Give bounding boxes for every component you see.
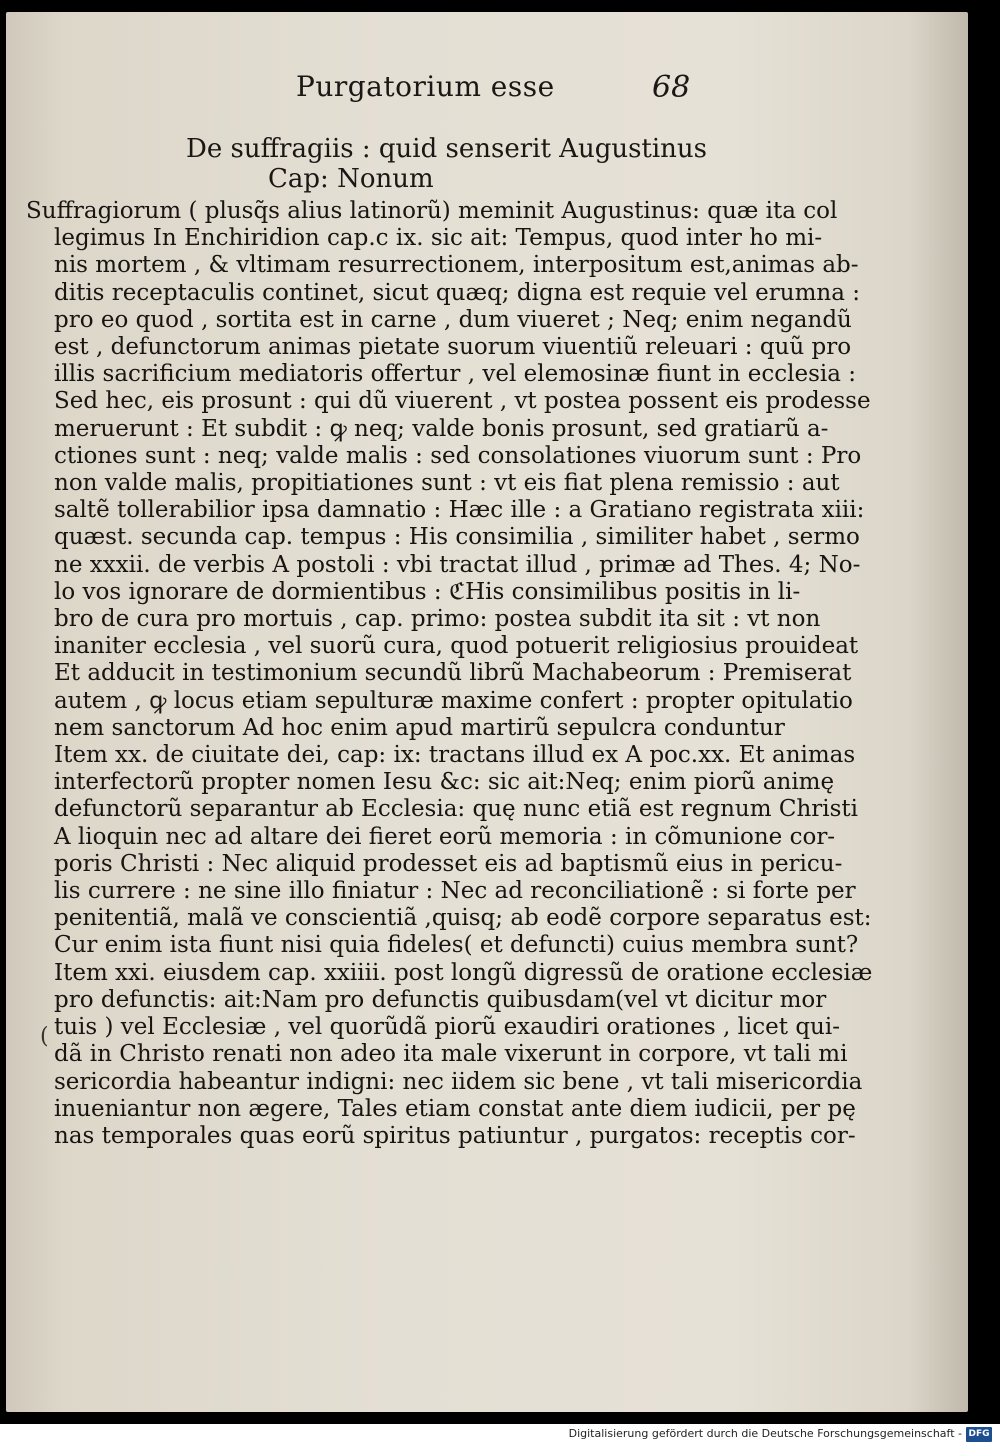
body-text [26,198,873,1150]
text-line: bro de cura pro mortuis , cap. primo: postea subdit ita sit : vt non [54,606,821,633]
page-number: 68 [652,70,691,105]
text-line: illis sacrificium mediatoris offertur , vel elemosinæ fiunt in ecclesia : [54,361,857,388]
chapter-title: De suffragiis : quid senserit Augustinus [186,134,708,164]
text-line: est , defunctorum animas pietate suorum viuentiũ releuari : quũ pro [54,334,852,361]
funding-credit: Digitalisierung gefördert durch die Deutsche Forschungsgemeinschaft - [568,1427,962,1440]
text-line: pro defunctis: ait:Nam pro defunctis quibusdam(vel vt dicitur mor [54,986,827,1013]
text-line: Item xxi. eiusdem cap. xxiiii. post longũ digressũ de oratione ecclesiæ [54,959,873,986]
text-line: defunctorũ separantur ab Ecclesia: quę nunc etiã est regnum Christi [54,796,859,823]
text-line: ne xxxii. de verbis A postoli : vbi tractat illud , primæ ad Thes. 4; No- [54,551,861,578]
marginal-bracket: ( [40,1024,49,1049]
text-line: A lioquin nec ad altare dei fieret eorũ memoria : in cõmunione cor- [54,823,836,850]
text-line: lis currere : ne sine illo finiatur : Nec ad reconciliationẽ : si forte per [54,878,856,905]
text-line: quæst. secunda cap. tempus : His consimilia , similiter habet , sermo [54,524,860,551]
text-line: tuis ) vel Ecclesiæ , vel quorũdã piorũ exaudiri orationes , licet qui- [54,1014,840,1041]
text-line: Cur enim ista fiunt nisi quia fideles( et defuncti) cuius membra sunt? [54,932,859,959]
text-line: legimus In Enchiridion cap.c ix. sic ait: Tempus, quod inter ho mi- [54,225,823,252]
digitization-footer [0,1424,1000,1446]
text-line: Item xx. de ciuitate dei, cap: ix: tractans illud ex A poc.xx. Et animas [54,742,856,769]
text-line: ctiones sunt : neq; valde malis : sed consolationes viuorum sunt : Pro [54,442,862,469]
text-line: nem sanctorum Ad hoc enim apud martirũ sepulcra conduntur [54,714,785,741]
text-line: interfectorũ propter nomen Iesu &c: sic ait:Neq; enim piorũ animę [54,769,835,796]
text-line: poris Christi : Nec aliquid prodesset eis ad baptismũ eius in pericu- [54,850,843,877]
text-line: Suffragiorum ( plusq̃s alius latinorũ) meminit Augustinus: quæ ita col [26,198,838,224]
chapter-number: Cap: Nonum [268,164,434,194]
text-line: inaniter ecclesia , vel suorũ cura, quod potuerit religiosius prouideat [54,633,859,660]
running-head: Purgatorium esse [296,70,555,103]
text-line: ditis receptaculis continet, sicut quæq; digna est requie vel erumna : [54,279,860,306]
text-line: pro eo quod , sortita est in carne , dum viueret ; Neq; enim negandũ [54,306,852,333]
text-line: Sed hec, eis prosunt : qui dũ viuerent , vt postea possent eis prodesse [54,388,871,415]
text-line: saltẽ tollerabilior ipsa damnatio : Hæc ille : a Gratiano registrata xiii: [54,497,865,524]
dfg-logo: DFG [966,1427,992,1442]
text-line: meruerunt : Et subdit : ꝙ neq; valde bonis prosunt, sed gratiarũ a- [54,415,829,442]
text-line: penitentiã, malã ve conscientiã ,quisq; ab eodẽ corpore separatus est: [54,905,872,932]
text-line: autem , ꝙ locus etiam sepulturæ maxime confert : propter opitulatio [54,687,853,714]
text-line: nis mortem , & vltimam resurrectionem, interpositum est,animas ab- [54,252,859,279]
text-line: non valde malis, propitiationes sunt : vt eis fiat plena remissio : aut [54,470,840,497]
book-page [6,12,968,1412]
text-line: dã in Christo renati non adeo ita male vixerunt in corpore, vt tali mi [54,1041,848,1068]
text-line: inueniantur non ægere, Tales etiam constat ante diem iudicii, per pę [54,1095,856,1122]
text-line: lo vos ignorare de dormientibus : ℭHis consimilibus positis in li- [54,578,801,605]
text-line: sericordia habeantur indigni: nec iidem sic bene , vt tali misericordia [54,1068,863,1095]
text-line: Et adducit in testimonium secundũ librũ Machabeorum : Premiserat [54,660,852,687]
text-line: nas temporales quas eorũ spiritus patiuntur , purgatos: receptis cor- [54,1122,856,1149]
